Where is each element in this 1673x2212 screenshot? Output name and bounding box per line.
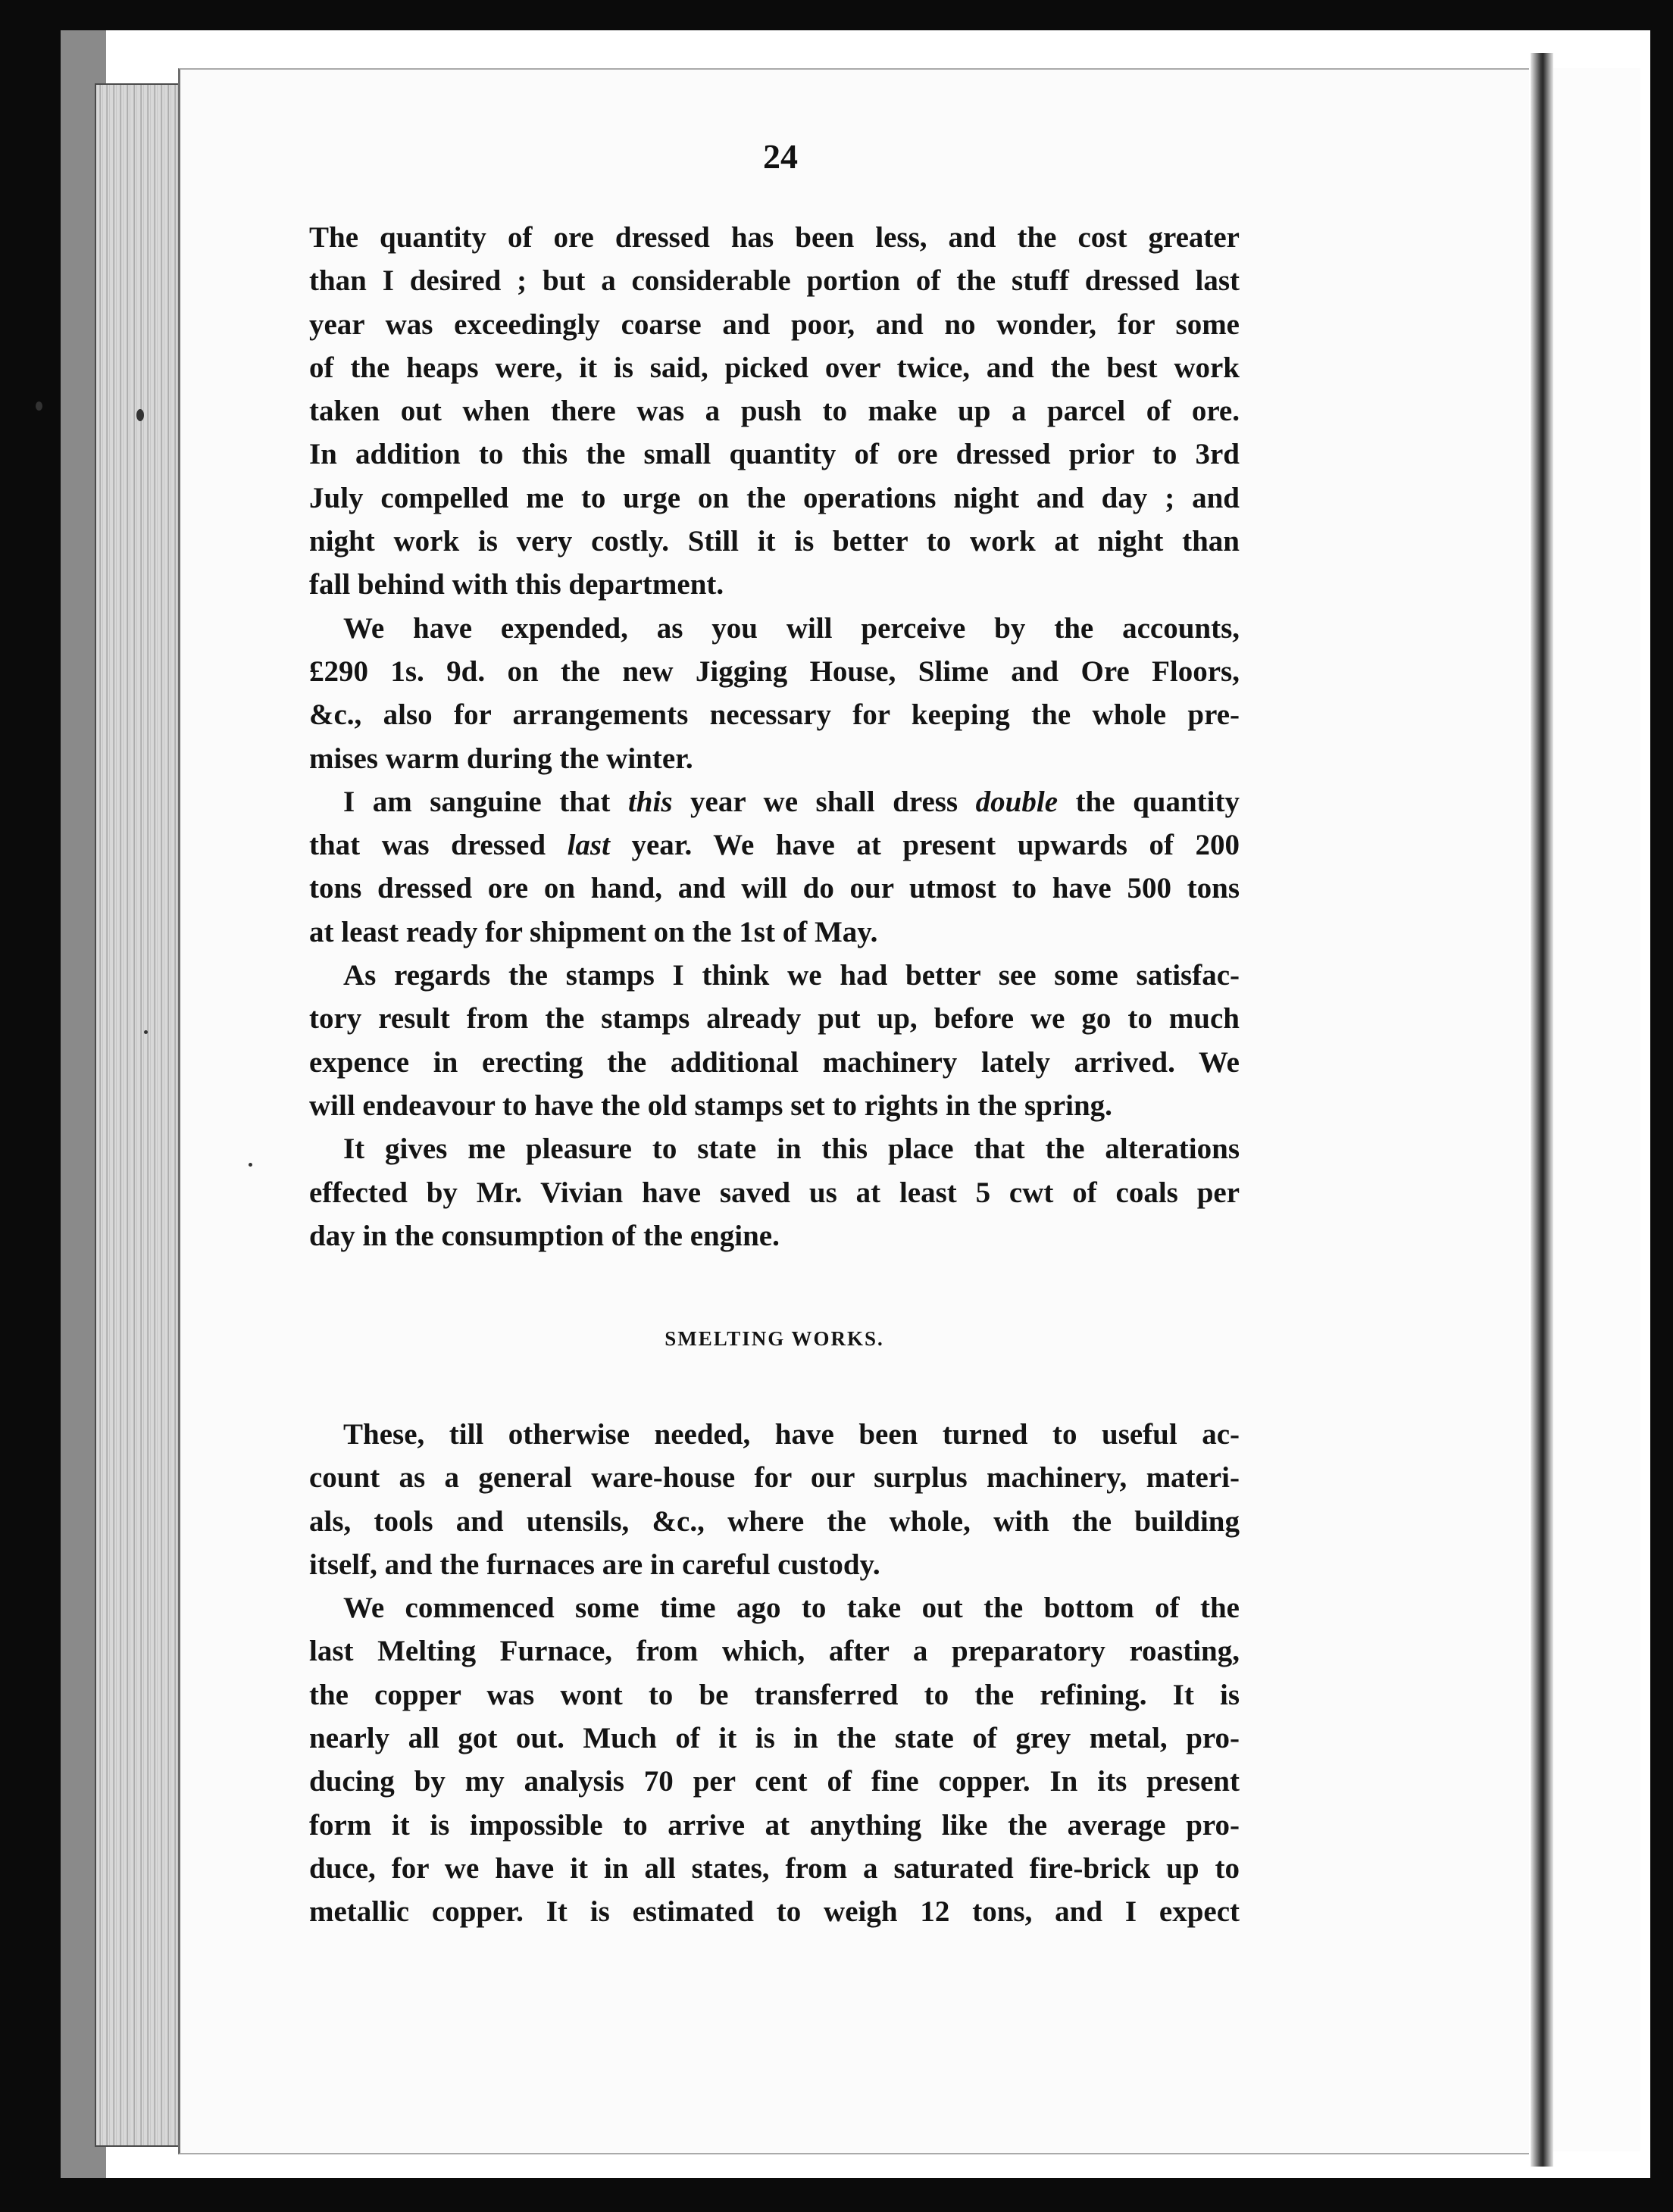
text-line: fall behind with this department. <box>309 568 724 601</box>
text-line: It gives me pleasure to state in this place that the alterations <box>343 1133 1240 1166</box>
right-page <box>1553 68 1640 2151</box>
text-line <box>309 823 1240 867</box>
text-run: that was dressed <box>309 829 568 862</box>
text-line: count as a general ware-house for our surplus machinery, materi- <box>309 1461 1240 1495</box>
text-run: year. We have at present upwards of 200 <box>609 829 1240 862</box>
text-line: metallic copper. It is estimated to weigh 12 tons, and I expect <box>309 1895 1240 1929</box>
text-line: We have expended, as you will perceive by the accounts, <box>343 611 1240 645</box>
text-line: As regards the stamps I think we had better see some satisfac- <box>343 959 1240 992</box>
text-line: expence in erecting the additional machinery lately arrived. We <box>309 1045 1240 1079</box>
text-line: These, till otherwise needed, have been turned to useful ac- <box>343 1418 1240 1451</box>
margin-speck <box>136 409 144 421</box>
text-run: year we shall dress <box>672 785 976 818</box>
text-line: als, tools and utensils, &c., where the whole, with the building <box>309 1504 1240 1538</box>
text-line: ducing by my analysis 70 per cent of fine copper. In its present <box>309 1765 1240 1798</box>
text-line: form it is impossible to arrive at anything like the average pro- <box>309 1808 1240 1842</box>
text-line: July compelled me to urge on the operations night and day ; and <box>309 481 1240 514</box>
text-line: mises warm during the winter. <box>309 742 693 775</box>
text-line: itself, and the furnaces are in careful custody. <box>309 1548 880 1581</box>
text-run: I am sanguine that <box>343 785 628 818</box>
italic-word: this <box>627 785 673 818</box>
text-line: day in the consumption of the engine. <box>309 1219 780 1252</box>
text-line: The quantity of ore dressed has been less, and the cost greater <box>309 221 1240 254</box>
text-line: tory result from the stamps already put up, before we go to much <box>309 1002 1240 1036</box>
text-line: at least ready for shipment on the 1st of May. <box>309 915 878 948</box>
scan-border-bottom <box>0 2178 1673 2212</box>
text-line: duce, for we have it in all states, from a saturated fire-brick up to <box>309 1851 1240 1885</box>
italic-word: double <box>975 785 1059 818</box>
scan-border-right <box>1650 0 1673 2212</box>
text-line: of the heaps were, it is said, picked over twice, and the best work <box>309 351 1240 384</box>
text-line: In addition to this the small quantity of ore dressed prior to 3rd <box>309 438 1240 471</box>
book-gutter <box>1531 53 1553 2167</box>
text-line: last Melting Furnace, from which, after a preparatory roasting, <box>309 1635 1240 1668</box>
text-line: nearly all got out. Much of it is in the state of grey metal, pro- <box>309 1722 1240 1755</box>
text-line: will endeavour to have the old stamps set to rights in the spring. <box>309 1089 1112 1122</box>
text-line: night work is very costly. Still it is better to work at night than <box>309 525 1240 558</box>
scan-border-top <box>0 0 1673 30</box>
text-line: £290 1s. 9d. on the new Jigging House, Slime and Ore Floors, <box>309 655 1240 688</box>
margin-speck <box>36 401 42 411</box>
text-line <box>309 780 1240 823</box>
section-heading: SMELTING WORKS. <box>665 1327 884 1350</box>
text-line: year was exceedingly coarse and poor, and no wonder, for some <box>309 308 1240 341</box>
body-text-lower <box>309 1413 1240 1934</box>
body-text-upper <box>309 216 1240 1258</box>
text-line: &c., also for arrangements necessary for keeping the whole pre- <box>309 698 1240 732</box>
text-run: the quantity <box>1058 785 1240 818</box>
text-line: We commenced some time ago to take out the bottom of the <box>343 1592 1240 1625</box>
page-number: 24 <box>763 137 798 176</box>
italic-word: last <box>567 829 610 862</box>
margin-speck <box>249 1163 252 1167</box>
text-line: than I desired ; but a considerable portion of the stuff dressed last <box>309 264 1240 298</box>
margin-speck <box>144 1030 148 1034</box>
text-line: tons dressed ore on hand, and will do our utmost to have 500 tons <box>309 872 1240 905</box>
text-line: effected by Mr. Vivian have saved us at least 5 cwt of coals per <box>309 1176 1240 1209</box>
scan-border-left <box>0 0 61 2212</box>
text-line: taken out when there was a push to make up a parcel of ore. <box>309 395 1240 428</box>
text-line: the copper was wont to be transferred to the refining. It is <box>309 1678 1240 1711</box>
